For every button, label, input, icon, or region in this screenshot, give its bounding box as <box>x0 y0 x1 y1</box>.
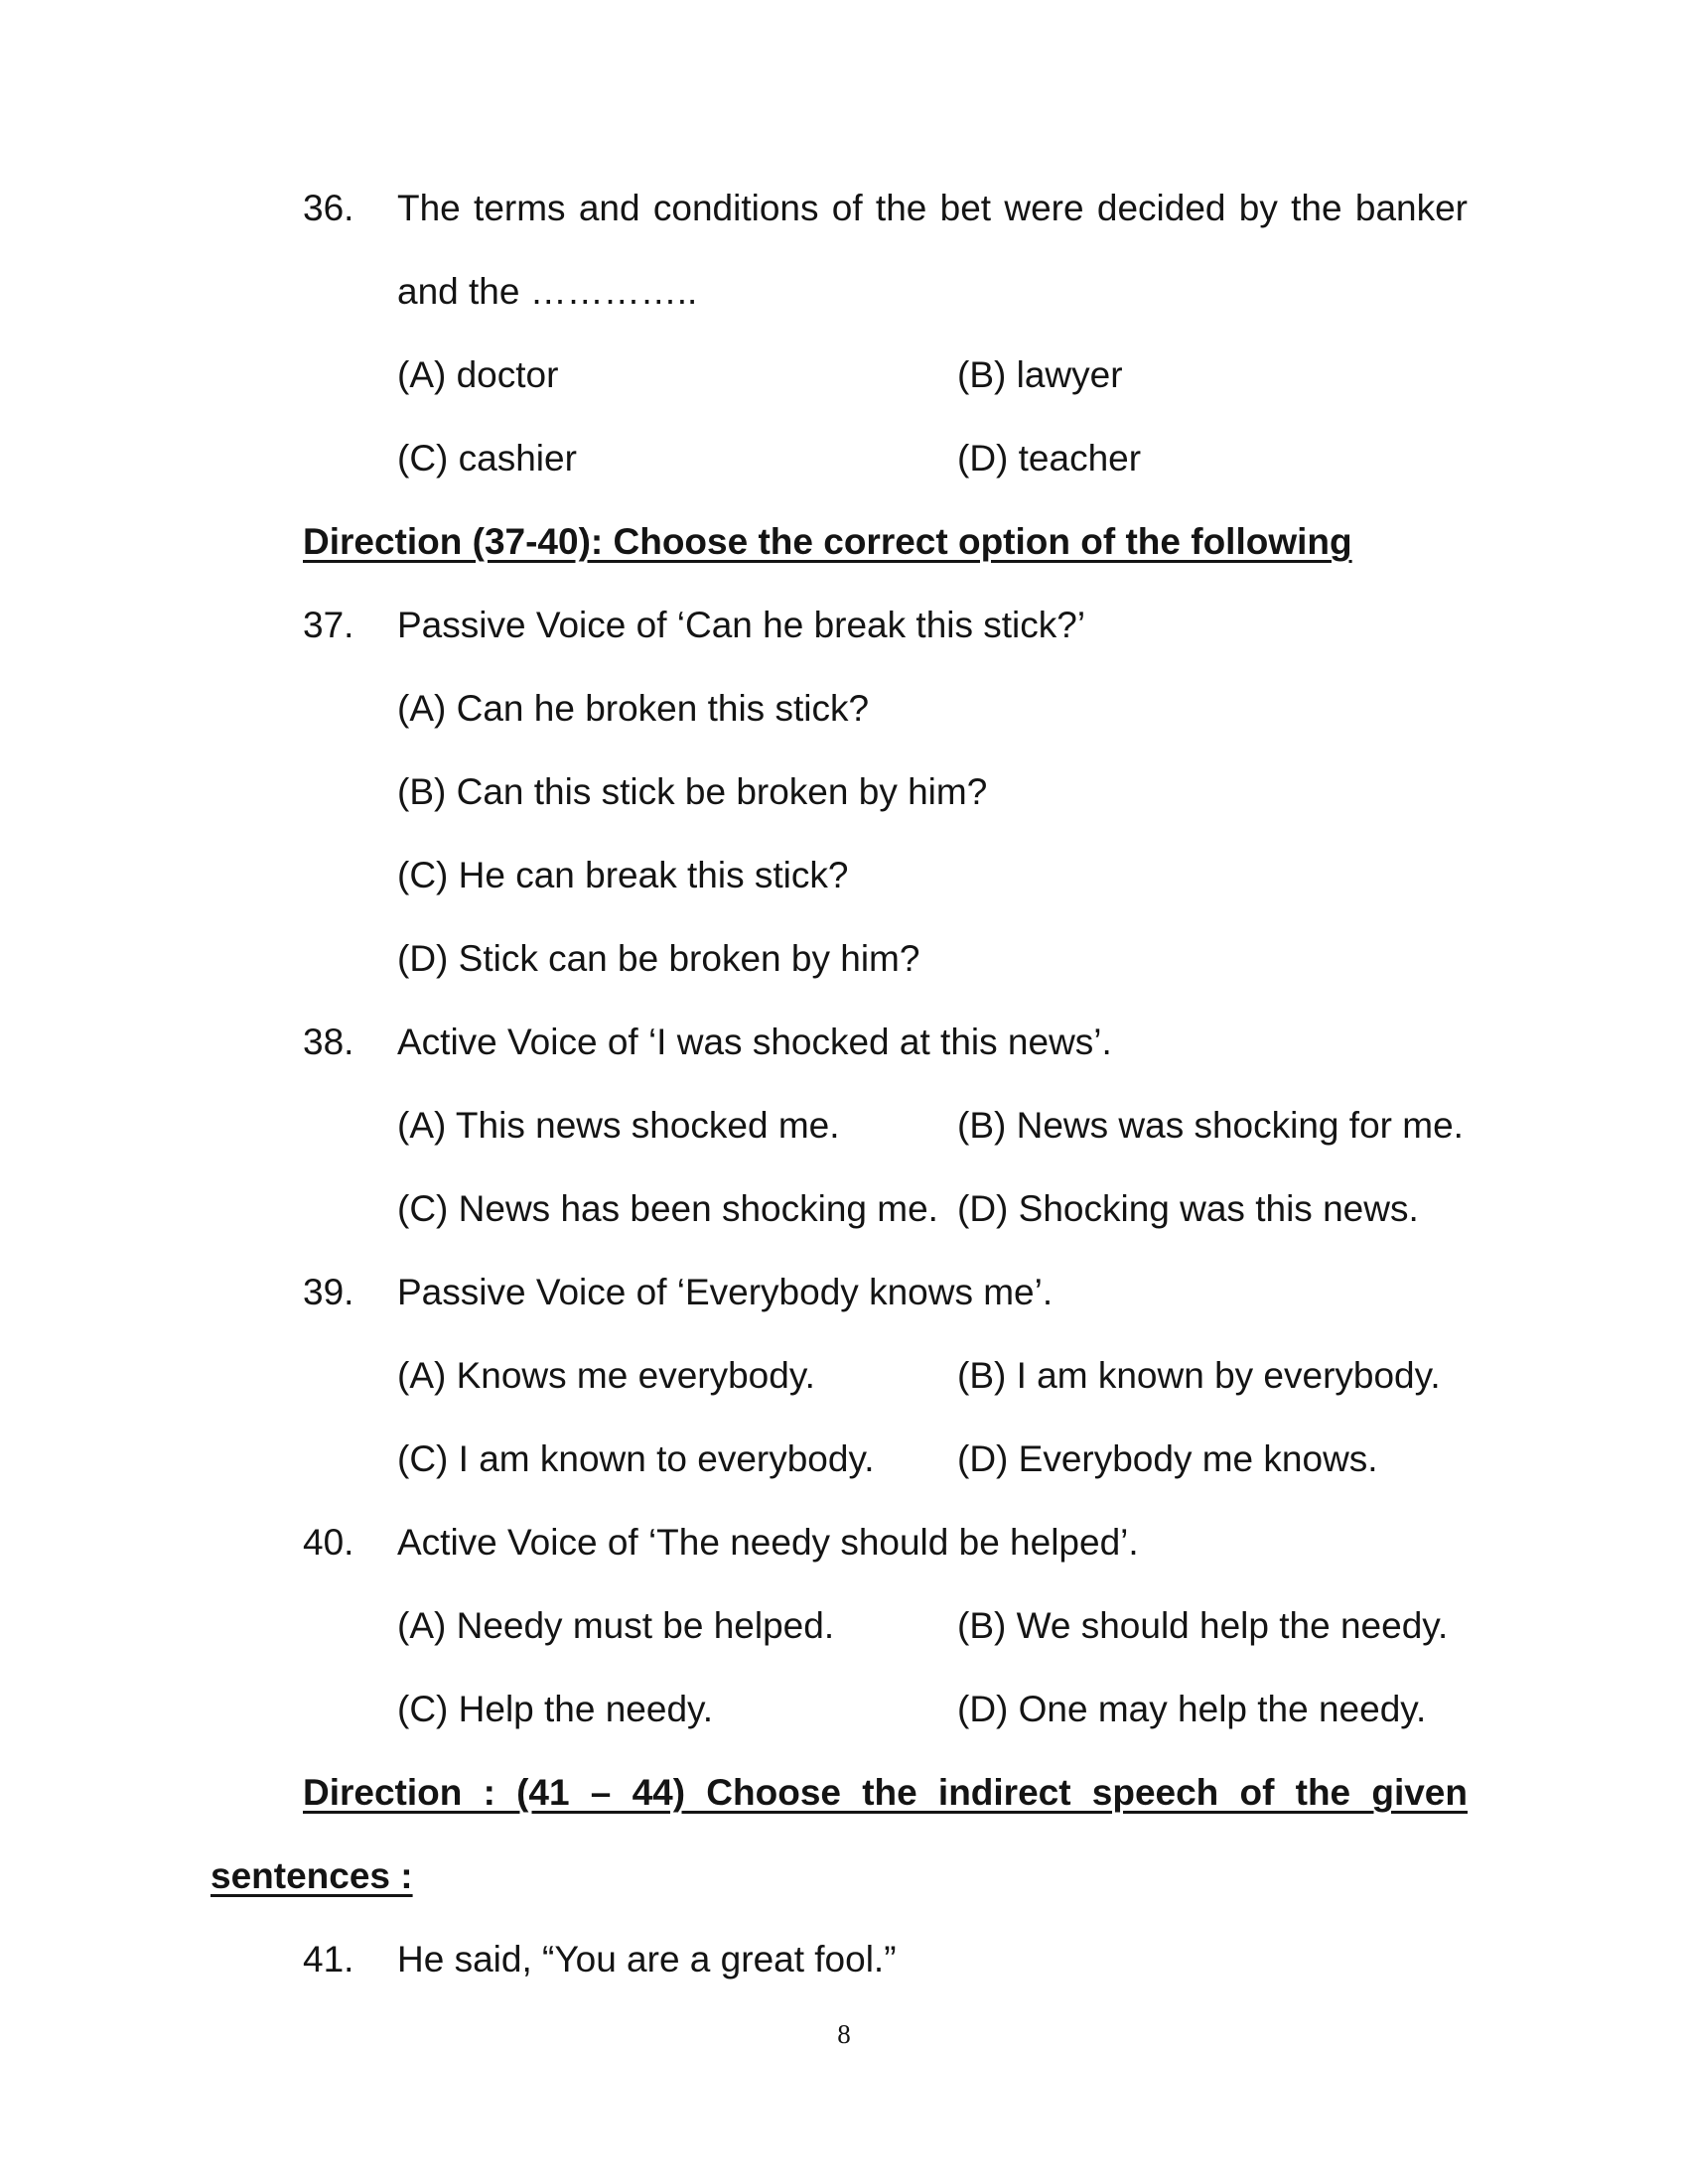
option-c: (C) Help the needy. <box>397 1689 714 1729</box>
option-a: (A) Knows me everybody. <box>397 1355 815 1396</box>
option-a: (A) Needy must be helped. <box>397 1605 835 1646</box>
question-number: 36. <box>303 188 354 228</box>
option-b: (B) News was shocking for me. <box>957 1105 1464 1146</box>
direction-heading: Direction (37-40): Choose the correct option of the following <box>303 521 1352 562</box>
question-number: 40. <box>303 1522 354 1563</box>
option-a: (A) This news shocked me. <box>397 1105 840 1146</box>
direction-heading-continued: sentences : <box>211 1855 413 1896</box>
option-c: (C) cashier <box>397 438 577 478</box>
option-c: (C) I am known to everybody. <box>397 1438 875 1479</box>
option-d: (D) Shocking was this news. <box>957 1188 1419 1229</box>
question-stem: Passive Voice of ‘Everybody knows me’. <box>397 1272 1054 1312</box>
option-b: (B) I am known by everybody. <box>957 1355 1441 1396</box>
question-number: 39. <box>303 1272 354 1312</box>
question-stem: Active Voice of ‘I was shocked at this news’. <box>397 1022 1112 1062</box>
option-d: (D) Everybody me knows. <box>957 1438 1378 1479</box>
question-number: 38. <box>303 1022 354 1062</box>
option-d: (D) Stick can be broken by him? <box>397 938 920 979</box>
question-stem: The terms and conditions of the bet were decided by the banker <box>397 188 1468 228</box>
option-a: (A) Can he broken this stick? <box>397 688 870 729</box>
option-d: (D) teacher <box>957 438 1142 478</box>
question-stem: Passive Voice of ‘Can he break this stick?’ <box>397 605 1086 645</box>
option-b: (B) Can this stick be broken by him? <box>397 771 988 812</box>
question-number: 37. <box>303 605 354 645</box>
option-a: (A) doctor <box>397 354 559 395</box>
question-stem-continued: and the ………….. <box>397 271 698 312</box>
option-c: (C) News has been shocking me. <box>397 1188 938 1229</box>
option-d: (D) One may help the needy. <box>957 1689 1427 1729</box>
question-stem: He said, “You are a great fool.” <box>397 1939 897 1979</box>
option-b: (B) lawyer <box>957 354 1123 395</box>
question-stem: Active Voice of ‘The needy should be helped’. <box>397 1522 1139 1563</box>
option-b: (B) We should help the needy. <box>957 1605 1449 1646</box>
direction-heading: Direction : (41 – 44) Choose the indirect speech of the given <box>303 1772 1468 1813</box>
option-c: (C) He can break this stick? <box>397 855 849 895</box>
page-number: 8 <box>837 2019 851 2049</box>
question-number: 41. <box>303 1939 354 1979</box>
